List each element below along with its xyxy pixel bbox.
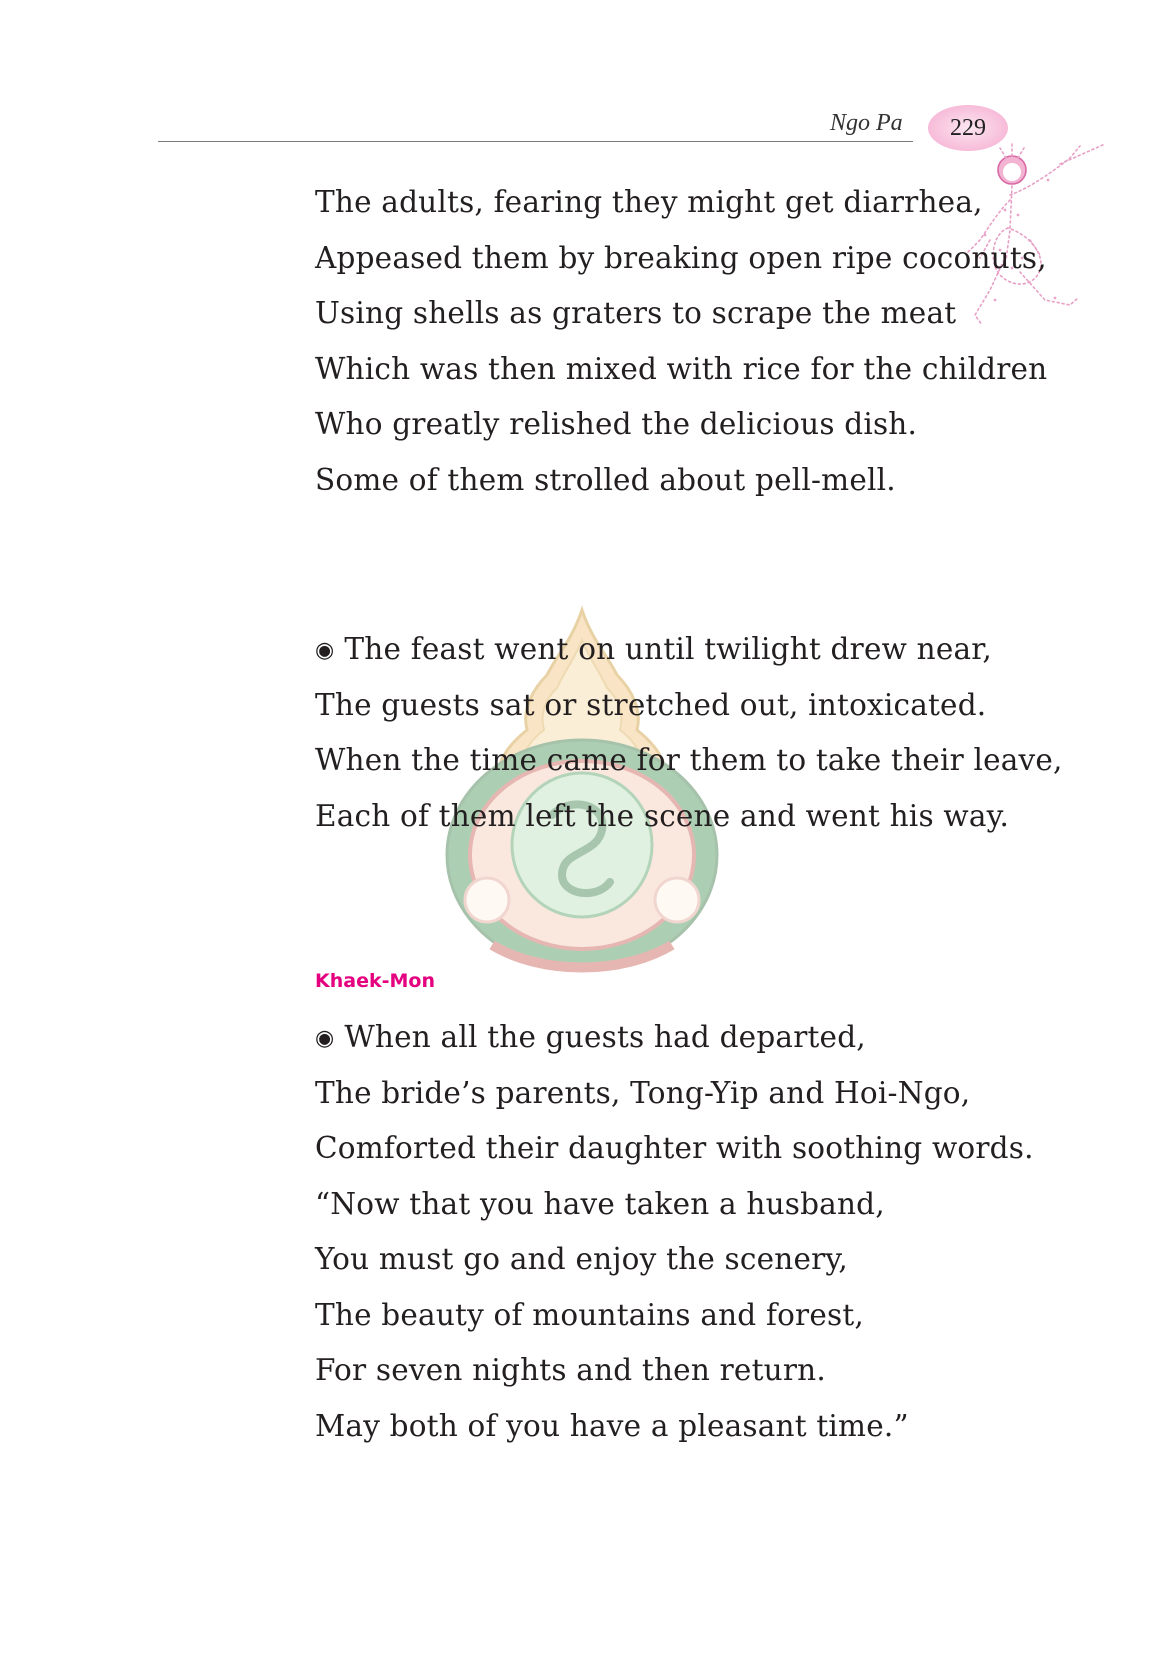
stanza-bullet-icon: ◉ bbox=[315, 1026, 335, 1051]
verse-line: You must go and enjoy the scenery, bbox=[315, 1242, 848, 1276]
header-rule bbox=[158, 141, 913, 142]
verse-line: For seven nights and then return. bbox=[315, 1353, 826, 1387]
verse-line: The bride’s parents, Tong-Yip and Hoi-Ngo, bbox=[315, 1075, 971, 1110]
stanza-1 bbox=[315, 175, 1047, 508]
stanza-bullet-icon: ◉ bbox=[315, 638, 335, 663]
verse-line: The adults, fearing they might get diarrhea, bbox=[315, 185, 983, 219]
verse-line: “Now that you have taken a husband, bbox=[315, 1186, 885, 1221]
stanza-3 bbox=[315, 1010, 1034, 1454]
verse-line-text: When all the guests had departed, bbox=[344, 1020, 866, 1054]
verse-line: The beauty of mountains and forest, bbox=[315, 1297, 864, 1332]
stanza-2 bbox=[315, 622, 1063, 844]
verse-line: Who greatly relished the delicious dish. bbox=[315, 407, 918, 441]
verse-line: Using shells as graters to scrape the meat bbox=[315, 296, 957, 330]
melody-heading: Khaek-Mon bbox=[315, 970, 435, 992]
verse-line: Appeased them by breaking open ripe coconuts, bbox=[315, 240, 1047, 275]
verse-line: Each of them left the scene and went his way. bbox=[315, 798, 1010, 833]
verse-line: Which was then mixed with rice for the children bbox=[315, 351, 1048, 386]
page-number: 229 bbox=[950, 114, 986, 141]
verse-line-text: The feast went on until twilight drew near, bbox=[344, 632, 992, 666]
verse-line: May both of you have a pleasant time.” bbox=[315, 1408, 909, 1443]
verse-line: Some of them strolled about pell-mell. bbox=[315, 462, 896, 497]
verse-line: The guests sat or stretched out, intoxicated. bbox=[315, 687, 987, 722]
verse-line: When the time came for them to take their leave, bbox=[315, 743, 1063, 777]
verse-line: Comforted their daughter with soothing words. bbox=[315, 1131, 1034, 1165]
running-head: Ngo Pa bbox=[830, 110, 903, 136]
verse-line bbox=[315, 622, 1063, 678]
verse-line bbox=[315, 1010, 1034, 1066]
